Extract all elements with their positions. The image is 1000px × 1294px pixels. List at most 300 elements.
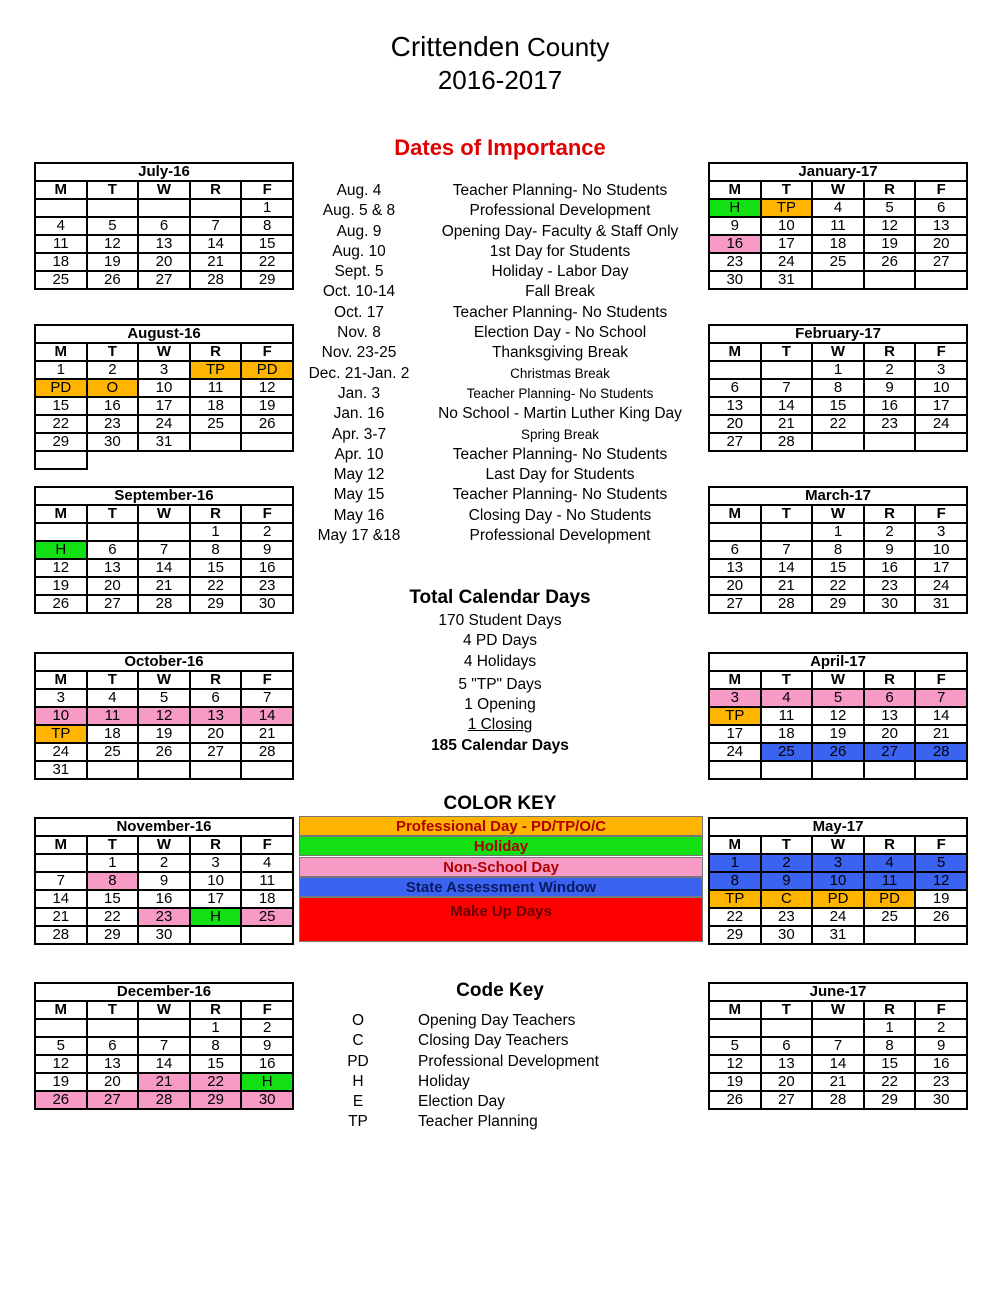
day-cell: 26 — [35, 1091, 87, 1109]
day-cell: 22 — [35, 415, 87, 433]
day-cell: 27 — [915, 253, 967, 271]
day-cell: 16 — [709, 235, 761, 253]
weekday-header: M — [35, 836, 87, 854]
day-cell: 18 — [241, 890, 293, 908]
day-cell: 2 — [864, 361, 916, 379]
weekday-header: M — [35, 343, 87, 361]
month-calendar — [34, 652, 294, 780]
day-cell: 11 — [864, 872, 916, 890]
day-cell: 4 — [87, 689, 139, 707]
day-cell: 25 — [864, 908, 916, 926]
weekday-header: W — [812, 505, 864, 523]
weekday-header: F — [915, 505, 967, 523]
day-cell: 17 — [190, 890, 242, 908]
day-cell: 9 — [138, 872, 190, 890]
day-cell: 24 — [915, 415, 967, 433]
day-cell — [138, 761, 190, 779]
day-cell: 6 — [87, 541, 139, 559]
day-cell: TP — [190, 361, 242, 379]
code: H — [352, 1072, 364, 1090]
day-cell: 13 — [864, 707, 916, 725]
day-cell: 2 — [138, 854, 190, 872]
day-cell: 12 — [709, 1055, 761, 1073]
event-date: May 15 — [333, 486, 385, 504]
color-key-item: Make Up Days — [299, 897, 703, 942]
day-cell: TP — [709, 890, 761, 908]
day-cell: 8 — [812, 379, 864, 397]
code-meaning: Closing Day Teachers — [418, 1032, 569, 1050]
day-cell: 21 — [915, 725, 967, 743]
day-cell: 12 — [241, 379, 293, 397]
weekday-header: T — [761, 836, 813, 854]
day-cell: 5 — [35, 1037, 87, 1055]
day-cell: 24 — [35, 743, 87, 761]
event-date: Aug. 5 & 8 — [322, 202, 396, 220]
day-cell: 30 — [241, 1091, 293, 1109]
day-cell — [87, 761, 139, 779]
day-cell: 22 — [241, 253, 293, 271]
day-cell: 15 — [812, 397, 864, 415]
day-cell: 9 — [241, 541, 293, 559]
day-cell: 21 — [812, 1073, 864, 1091]
day-cell: 22 — [190, 577, 242, 595]
day-cell: 6 — [87, 1037, 139, 1055]
day-cell: 24 — [915, 577, 967, 595]
day-cell: 7 — [812, 1037, 864, 1055]
day-cell: 8 — [190, 541, 242, 559]
weekday-header: R — [864, 836, 916, 854]
color-key-item: State Assessment Window — [299, 877, 703, 897]
weekday-header: T — [761, 1001, 813, 1019]
day-cell — [190, 199, 242, 217]
weekday-header: W — [138, 671, 190, 689]
day-cell: 11 — [35, 235, 87, 253]
weekday-header: W — [812, 671, 864, 689]
day-cell: H — [709, 199, 761, 217]
day-cell: 29 — [812, 595, 864, 613]
day-cell: 22 — [190, 1073, 242, 1091]
day-cell: 9 — [241, 1037, 293, 1055]
day-cell: 3 — [35, 689, 87, 707]
day-cell: 6 — [190, 689, 242, 707]
day-cell: 15 — [35, 397, 87, 415]
day-cell: 8 — [190, 1037, 242, 1055]
event-description: Last Day for Students — [485, 466, 635, 484]
day-cell — [864, 271, 916, 289]
day-cell: 2 — [87, 361, 139, 379]
month-calendar — [34, 982, 294, 1110]
day-cell: 29 — [190, 595, 242, 613]
weekday-header: W — [138, 343, 190, 361]
event-date: Dec. 21-Jan. 2 — [308, 364, 410, 382]
day-cell: 18 — [87, 725, 139, 743]
code: O — [351, 1012, 365, 1029]
weekday-header: T — [87, 836, 139, 854]
day-cell: 6 — [915, 199, 967, 217]
day-cell: 18 — [35, 253, 87, 271]
event-description: Teacher Planning- No Students — [452, 445, 668, 463]
day-cell: 7 — [761, 379, 813, 397]
day-cell: 9 — [761, 872, 813, 890]
weekday-header: R — [864, 181, 916, 199]
day-cell — [87, 1019, 139, 1037]
event-date: Nov. 23-25 — [321, 344, 397, 362]
event-description: Closing Day - No Students — [468, 506, 652, 524]
day-cell: 1 — [709, 854, 761, 872]
weekday-header: M — [709, 1001, 761, 1019]
weekday-header: T — [761, 343, 813, 361]
weekday-header: F — [241, 343, 293, 361]
day-cell: 19 — [138, 725, 190, 743]
weekday-header: F — [241, 1001, 293, 1019]
day-cell — [864, 433, 916, 451]
day-cell: 31 — [761, 271, 813, 289]
event-description: Spring Break — [520, 426, 600, 442]
day-cell: 3 — [709, 689, 761, 707]
day-cell: 5 — [87, 217, 139, 235]
day-cell — [812, 1019, 864, 1037]
month-name: July-16 — [35, 163, 293, 181]
day-cell: 25 — [35, 271, 87, 289]
day-cell: 27 — [190, 743, 242, 761]
month-name: December-16 — [35, 983, 293, 1001]
day-cell: 22 — [709, 908, 761, 926]
day-cell: 6 — [709, 379, 761, 397]
day-cell: 16 — [915, 1055, 967, 1073]
day-cell: 25 — [761, 743, 813, 761]
day-cell: 10 — [812, 872, 864, 890]
day-cell: 23 — [709, 253, 761, 271]
day-cell — [709, 1019, 761, 1037]
day-cell — [35, 854, 87, 872]
day-cell: 19 — [812, 725, 864, 743]
day-cell: 22 — [864, 1073, 916, 1091]
color-key-item: Professional Day - PD/TP/O/C — [299, 816, 703, 836]
day-cell: 2 — [241, 1019, 293, 1037]
day-cell: 14 — [915, 707, 967, 725]
code-key-title: Code Key — [456, 980, 544, 1001]
day-cell — [709, 523, 761, 541]
day-cell: 18 — [812, 235, 864, 253]
day-cell: 2 — [761, 854, 813, 872]
important-date-row — [300, 465, 705, 485]
day-cell: PD — [241, 361, 293, 379]
school-year: 2016-2017 — [437, 65, 563, 95]
day-cell: 24 — [709, 743, 761, 761]
day-cell: 5 — [864, 199, 916, 217]
day-cell — [761, 761, 813, 779]
day-cell: 9 — [709, 217, 761, 235]
weekday-header: M — [35, 671, 87, 689]
day-cell: 13 — [87, 559, 139, 577]
important-date-row — [300, 485, 705, 505]
day-cell — [87, 199, 139, 217]
total-days-list — [300, 611, 700, 756]
event-description: Christmas Break — [510, 365, 610, 381]
day-cell: 10 — [761, 217, 813, 235]
day-cell: O — [87, 379, 139, 397]
code: E — [352, 1093, 364, 1111]
day-cell: 2 — [241, 523, 293, 541]
important-date-row — [300, 526, 705, 546]
code-key-row — [298, 1011, 698, 1031]
day-cell — [761, 361, 813, 379]
important-date-row — [300, 262, 705, 282]
event-description: Holiday - Labor Day — [491, 263, 629, 281]
day-cell: 27 — [87, 595, 139, 613]
day-cell: 17 — [709, 725, 761, 743]
code-key-row — [298, 1052, 698, 1072]
weekday-header: T — [87, 181, 139, 199]
day-cell: 7 — [138, 1037, 190, 1055]
day-cell — [241, 761, 293, 779]
month-calendar — [708, 486, 968, 614]
month-name: September-16 — [35, 487, 293, 505]
day-cell: 19 — [241, 397, 293, 415]
day-cell: 1 — [190, 1019, 242, 1037]
day-cell: 14 — [190, 235, 242, 253]
weekday-header: R — [864, 671, 916, 689]
day-cell: 26 — [241, 415, 293, 433]
day-cell: 3 — [138, 361, 190, 379]
month-name: March-17 — [709, 487, 967, 505]
day-cell — [87, 523, 139, 541]
month-calendar — [34, 817, 294, 945]
important-date-row — [300, 364, 705, 384]
day-cell: 23 — [864, 415, 916, 433]
day-cell: 11 — [87, 707, 139, 725]
day-cell: 1 — [864, 1019, 916, 1037]
day-cell: 29 — [190, 1091, 242, 1109]
day-cell: 29 — [709, 926, 761, 944]
day-cell: 21 — [241, 725, 293, 743]
event-description: Teacher Planning- No Students — [452, 486, 668, 504]
day-cell: 15 — [190, 1055, 242, 1073]
code-key-row — [298, 1092, 698, 1112]
day-cell: 28 — [915, 743, 967, 761]
month-name: February-17 — [709, 325, 967, 343]
day-cell: 23 — [138, 908, 190, 926]
day-cell: 16 — [138, 890, 190, 908]
important-date-row — [300, 425, 705, 445]
day-cell: 16 — [241, 559, 293, 577]
important-date-row — [300, 384, 705, 404]
day-cell — [241, 433, 293, 451]
day-cell: 30 — [864, 595, 916, 613]
event-date: May 12 — [333, 466, 385, 484]
day-cell: 7 — [241, 689, 293, 707]
day-cell: 1 — [35, 361, 87, 379]
day-cell: 22 — [812, 577, 864, 595]
day-cell: 4 — [864, 854, 916, 872]
month-calendar — [708, 324, 968, 452]
month-name: June-17 — [709, 983, 967, 1001]
month-calendar — [708, 162, 968, 290]
month-name: October-16 — [35, 653, 293, 671]
day-cell: 8 — [812, 541, 864, 559]
day-cell: 6 — [709, 541, 761, 559]
day-cell: 20 — [864, 725, 916, 743]
day-cell: PD — [35, 379, 87, 397]
day-cell: 3 — [915, 361, 967, 379]
weekday-header: R — [864, 505, 916, 523]
day-cell: 9 — [864, 541, 916, 559]
event-date: Apr. 3-7 — [331, 425, 387, 443]
day-cell: 13 — [138, 235, 190, 253]
code-key-row — [298, 1031, 698, 1051]
day-cell: 23 — [915, 1073, 967, 1091]
code-meaning: Professional Development — [418, 1052, 599, 1070]
day-cell: 28 — [241, 743, 293, 761]
day-cell: 1 — [190, 523, 242, 541]
day-cell: 28 — [190, 271, 242, 289]
event-description: Thanksgiving Break — [491, 344, 629, 362]
day-cell: 31 — [35, 761, 87, 779]
day-cell: 28 — [761, 595, 813, 613]
day-cell: 26 — [812, 743, 864, 761]
day-cell: 21 — [138, 1073, 190, 1091]
day-cell — [709, 361, 761, 379]
month-calendar — [708, 652, 968, 780]
event-description: Teacher Planning- No Students — [452, 303, 668, 321]
event-description: Election Day - No School — [473, 324, 647, 342]
month-name: November-16 — [35, 818, 293, 836]
weekday-header: W — [812, 1001, 864, 1019]
day-cell — [709, 761, 761, 779]
month-calendar — [708, 982, 968, 1110]
day-cell — [190, 433, 242, 451]
day-cell: 24 — [812, 908, 864, 926]
day-cell: 12 — [138, 707, 190, 725]
weekday-header: F — [241, 671, 293, 689]
event-description: Fall Break — [525, 283, 595, 301]
day-cell: C — [761, 890, 813, 908]
day-cell: 4 — [35, 217, 87, 235]
total-line: 1 Closing — [467, 716, 533, 734]
day-cell: 3 — [812, 854, 864, 872]
day-cell: 20 — [87, 577, 139, 595]
day-cell: 26 — [35, 595, 87, 613]
day-cell — [138, 199, 190, 217]
weekday-header: W — [812, 836, 864, 854]
event-date: May 16 — [333, 506, 385, 524]
day-cell: 12 — [864, 217, 916, 235]
day-cell: 19 — [87, 253, 139, 271]
day-cell: 10 — [915, 379, 967, 397]
day-cell: 24 — [138, 415, 190, 433]
day-cell — [138, 1019, 190, 1037]
code-meaning: Opening Day Teachers — [418, 1012, 576, 1029]
weekday-header: T — [87, 1001, 139, 1019]
day-cell: 15 — [864, 1055, 916, 1073]
event-description: Teacher Planning- No Students — [466, 385, 654, 401]
month-calendar — [34, 486, 294, 614]
day-cell: 4 — [812, 199, 864, 217]
important-date-row — [300, 242, 705, 262]
day-cell: 30 — [241, 595, 293, 613]
day-cell: 5 — [812, 689, 864, 707]
day-cell: 20 — [87, 1073, 139, 1091]
day-cell: 18 — [190, 397, 242, 415]
day-cell — [761, 1019, 813, 1037]
day-cell: 16 — [864, 559, 916, 577]
day-cell: 23 — [241, 577, 293, 595]
day-cell: 21 — [35, 908, 87, 926]
weekday-header: T — [761, 505, 813, 523]
day-cell: 4 — [241, 854, 293, 872]
day-cell: 3 — [915, 523, 967, 541]
day-cell: 2 — [864, 523, 916, 541]
total-line: 170 Student Days — [438, 612, 562, 629]
day-cell: 20 — [138, 253, 190, 271]
day-cell: 26 — [709, 1091, 761, 1109]
day-cell: 14 — [138, 559, 190, 577]
weekday-header: W — [812, 181, 864, 199]
color-key-item: Non-School Day — [299, 857, 703, 877]
day-cell — [915, 271, 967, 289]
code-key-row — [298, 1072, 698, 1092]
weekday-header: F — [915, 1001, 967, 1019]
total-line: 4 Holidays — [463, 652, 537, 670]
weekday-header: R — [864, 1001, 916, 1019]
day-cell: 14 — [35, 890, 87, 908]
day-cell: 19 — [35, 577, 87, 595]
weekday-header: R — [190, 1001, 242, 1019]
day-cell: 26 — [87, 271, 139, 289]
event-description: Opening Day- Faculty & Staff Only — [441, 222, 679, 240]
day-cell: 29 — [241, 271, 293, 289]
day-cell: 1 — [241, 199, 293, 217]
day-cell: 12 — [35, 559, 87, 577]
day-cell: 19 — [915, 890, 967, 908]
weekday-header: F — [915, 343, 967, 361]
day-cell: 12 — [915, 872, 967, 890]
total-line: 1 Opening — [464, 696, 536, 714]
day-cell: 27 — [709, 595, 761, 613]
day-cell: 27 — [864, 743, 916, 761]
day-cell: 8 — [241, 217, 293, 235]
month-name: August-16 — [35, 325, 293, 343]
weekday-header: F — [915, 671, 967, 689]
event-description: 1st Day for Students — [489, 242, 631, 260]
day-cell: 5 — [709, 1037, 761, 1055]
day-cell: 10 — [915, 541, 967, 559]
day-cell: 11 — [812, 217, 864, 235]
day-cell: 14 — [761, 397, 813, 415]
weekday-header: W — [138, 1001, 190, 1019]
day-cell: 24 — [761, 253, 813, 271]
day-cell: 23 — [864, 577, 916, 595]
event-date: May 17 &18 — [317, 527, 401, 545]
day-cell: 1 — [812, 523, 864, 541]
day-cell: 3 — [190, 854, 242, 872]
weekday-header: R — [190, 181, 242, 199]
day-cell: 15 — [87, 890, 139, 908]
event-date: Aug. 10 — [332, 242, 386, 260]
day-cell: TP — [35, 725, 87, 743]
day-cell: 5 — [915, 854, 967, 872]
day-cell: 14 — [138, 1055, 190, 1073]
day-cell: 25 — [812, 253, 864, 271]
day-cell — [190, 761, 242, 779]
important-date-row — [300, 282, 705, 302]
day-cell: 14 — [812, 1055, 864, 1073]
day-cell: 2 — [915, 1019, 967, 1037]
day-cell: 9 — [915, 1037, 967, 1055]
important-date-row — [300, 201, 705, 221]
weekday-header: F — [915, 836, 967, 854]
day-cell: 10 — [35, 707, 87, 725]
